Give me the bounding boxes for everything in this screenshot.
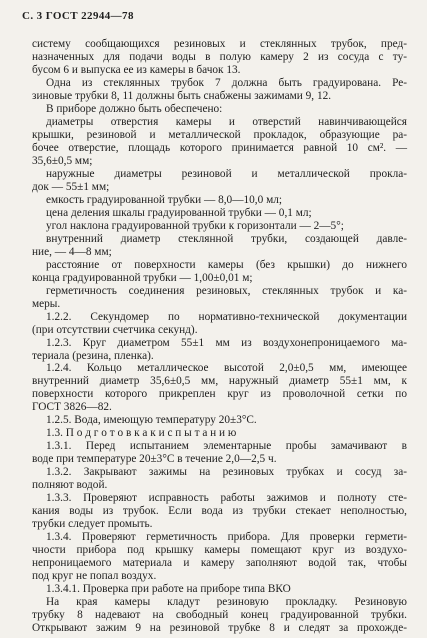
text-line: воде при температуре 20±3°С в течение 2,0—2,5 ч.: [32, 453, 277, 466]
text-line: герметичность соединения резиновых, стеклянных трубок и ка-: [46, 284, 407, 297]
text-line: чности прибора под крышку камеры помещают круг из воздухо-: [32, 544, 407, 557]
text-line: (при отсутствии счетчика секунд).: [32, 323, 198, 336]
text-line: 1.2.5. Вода, имеющую температуру 20±3°С.: [46, 414, 257, 427]
text-line: 1.3.2. Закрывают зажимы на резиновых трубках и сосуд за-: [46, 466, 407, 479]
text-line: Открывают зажим 9 на резиновой трубке 8 и следят за прохожде-: [32, 622, 407, 634]
text-line: конца градуированной трубки — 1,00±0,01 м;: [32, 271, 253, 284]
subsection-heading: 1.3.4.1. Проверка при работе на приборе типа ВКО: [46, 583, 291, 596]
text-line: бусом 6 и выпуска ее из камеры в бачок 13.: [32, 64, 241, 76]
text-line: систему сообщающихся резиновых и стеклянных трубок, пред-: [32, 38, 407, 50]
text-line: 1.2.2. Секундомер по нормативно-технической документации: [46, 310, 407, 323]
section-heading: 1.3. П о д г о т о в к а к и с п ы т а н и ю: [46, 427, 237, 440]
text-line: цена деления шкалы градуированной трубки — 0,1 мл;: [46, 206, 312, 219]
text-line: емкость градуированной трубки — 8,0—10,0 мл;: [46, 193, 283, 206]
text-line: расстояние от поверхности камеры (без крышки) до нижнего: [46, 258, 407, 271]
text-line: 1.3.1. Перед испытанием элементарные пробы замачивают в: [46, 440, 407, 453]
text-line: угол наклона градуированной трубки к горизонтали — 2—5°;: [46, 219, 344, 232]
text-line: трубку 8 надевают на свободный конец градуированной трубки.: [32, 609, 407, 621]
text-line: под круг не попал воздух.: [32, 570, 157, 583]
text-line: полняют водой.: [32, 479, 108, 492]
text-line: 35,6±0,5 мм;: [32, 154, 93, 167]
text-line: док — 55±1 мм;: [32, 180, 110, 193]
text-line: кания воды из трубок. Если вода из трубки стекает неполностью,: [32, 505, 407, 518]
text-line: меры.: [32, 297, 61, 310]
text-line: крышки, резиновой и металлической прокладок, образующие ра-: [32, 128, 407, 141]
text-line: диаметры отверстия камеры и отверстий навинчивающейся: [46, 115, 407, 128]
text-line: 1.2.3. Круг диаметром 55±1 мм из воздухонепроницаемого ма-: [46, 336, 407, 349]
text-line: непроницаемого материала и камеру заполняют водой так, чтобы: [32, 557, 407, 570]
text-line: 1.3.4. Проверяют герметичность прибора. Для проверки гермети-: [46, 531, 407, 544]
text-line: 1.2.4. Кольцо металлическое высотой 2,0±0,5 мм, имеющее: [46, 362, 407, 375]
text-line: На края камеры кладут резиновую прокладку. Резиновую: [46, 596, 407, 608]
text-line: назначенных для подачи воды в полую камеру 2 из сосуда с ту-: [32, 51, 407, 63]
text-line: ГОСТ 3826—82.: [32, 401, 112, 414]
text-line: ние, — 4—8 мм;: [32, 245, 112, 258]
text-line: внутренний диаметр 35,6±0,5 мм, наружный диаметр 55±1 мм, к: [32, 375, 407, 388]
text-line: наружные диаметры резиновой и металлической прокла-: [46, 167, 407, 180]
text-line: трубки следует промыть.: [32, 518, 153, 531]
text-line: териала (резина, пленка).: [32, 349, 154, 362]
text-line: 1.3.3. Проверяют исправность работы зажимов и полноту сте-: [46, 492, 407, 505]
text-line: внутренний диаметр стеклянной трубки, создающей давле-: [46, 232, 407, 245]
text-line: Одна из стеклянных трубок 7 должна быть градуирована. Ре-: [46, 76, 407, 89]
page-header: С. 3 ГОСТ 22944—78: [22, 10, 134, 22]
text-line: В приборе должно быть обеспечено:: [46, 102, 223, 115]
text-line: зиновые трубки 8, 11 должны быть снабжены зажимами 9, 12.: [32, 89, 332, 102]
text-line: бочее отверстие, площадь которого принимается равной 10 см². —: [32, 141, 407, 154]
text-line: поверхности которого прикреплен круг из проволочной сетки по: [32, 388, 407, 401]
